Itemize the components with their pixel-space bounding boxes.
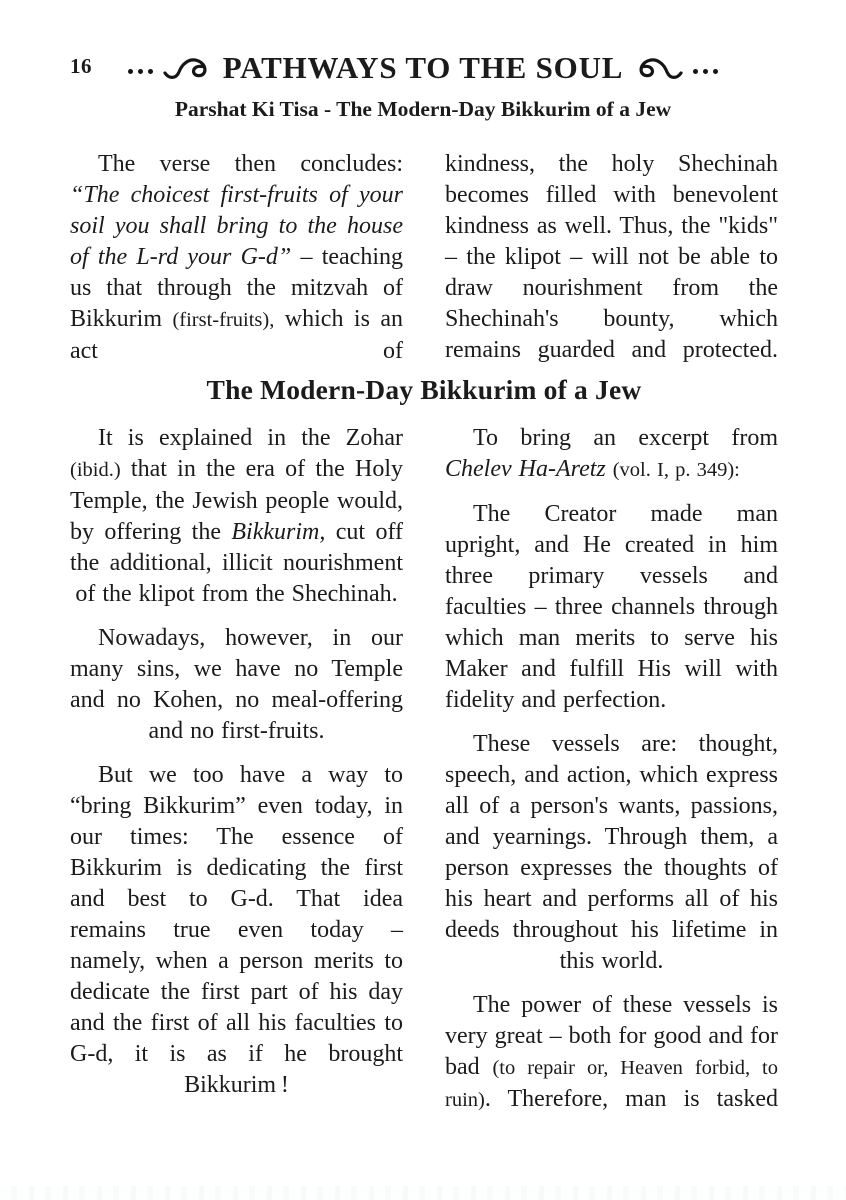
page-header: [0, 0, 846, 122]
paragraph: kindness, the holy Shechinah becomes filled with benevolent kindness as well. Thus, the "kids" – the klipot – will not be able to draw nourishment from the Shechinah's bounty, which remains guarded and protected.: [445, 151, 778, 363]
page-body: [0, 149, 846, 1116]
scan-noise-strip: [0, 1186, 846, 1200]
paragraph: The Creator made man upright, and He created in him three primary vessels and faculties – three channels through which man merits to serve his Maker and fulfill His will with fidelity and perfection.: [445, 501, 778, 713]
right-column: [445, 423, 778, 1116]
paragraph: These vessels are: thought, speech, and action, which express all of a person's wants, passions, and yearnings. Through them, a person expresses the thoughts of his heart and performs all of his deeds throughout his lifetime in this world.: [445, 731, 778, 974]
page-number: 16: [70, 54, 92, 78]
top-left-column: [70, 149, 403, 367]
paragraph: To bring an excerpt from Chelev Ha-Aretz (vol. I, p. 349):: [445, 425, 778, 482]
paragraph: Nowadays, however, in our many sins, we have no Temple and no Kohen, no meal-offering and no first-fruits.: [70, 625, 403, 744]
top-right-column: [445, 149, 778, 367]
flourish-right-icon: [632, 53, 684, 83]
paragraph: The verse then concludes: “The choicest first-fruits of your soil you shall bring to the house of the L-rd your G-d” – teaching us that through the mitzvah of Bikkurim (first-fruits), which is an act of: [70, 151, 403, 364]
top-columns: [70, 149, 778, 367]
page-subtitle: Parshat Ki Tisa - The Modern-Day Bikkurim of a Jew: [174, 97, 672, 121]
left-column: [70, 423, 403, 1116]
paragraph: But we too have a way to “bring Bikkurim” even today, in our times: The essence of Bikkurim is dedicating the first and best to G-d. That idea remains true even today – namely, when a person merits to dedicate the first part of his day and the first of all his faculties to G-d, it is as if he brought Bikkurim !: [70, 762, 403, 1098]
flourish-left-icon: [162, 53, 214, 83]
paragraph: The power of these vessels is very great – both for good and for bad (to repair or, Heaven forbid, to ruin). Therefore, man is tasked: [445, 992, 778, 1112]
book-title-row: [0, 46, 846, 88]
ornament-dots-right: [691, 61, 719, 74]
main-columns: [70, 423, 778, 1116]
ornament-dots-left: [127, 61, 155, 74]
book-title: PATHWAYS TO THE SOUL: [222, 49, 624, 85]
section-heading: The Modern-Day Bikkurim of a Jew: [206, 374, 642, 405]
paragraph: It is explained in the Zohar (ibid.) that in the era of the Holy Temple, the Jewish people would, by offering the Bikkurim, cut off the additional, illicit nourishment of the klipot from the Shechinah.: [70, 425, 403, 607]
